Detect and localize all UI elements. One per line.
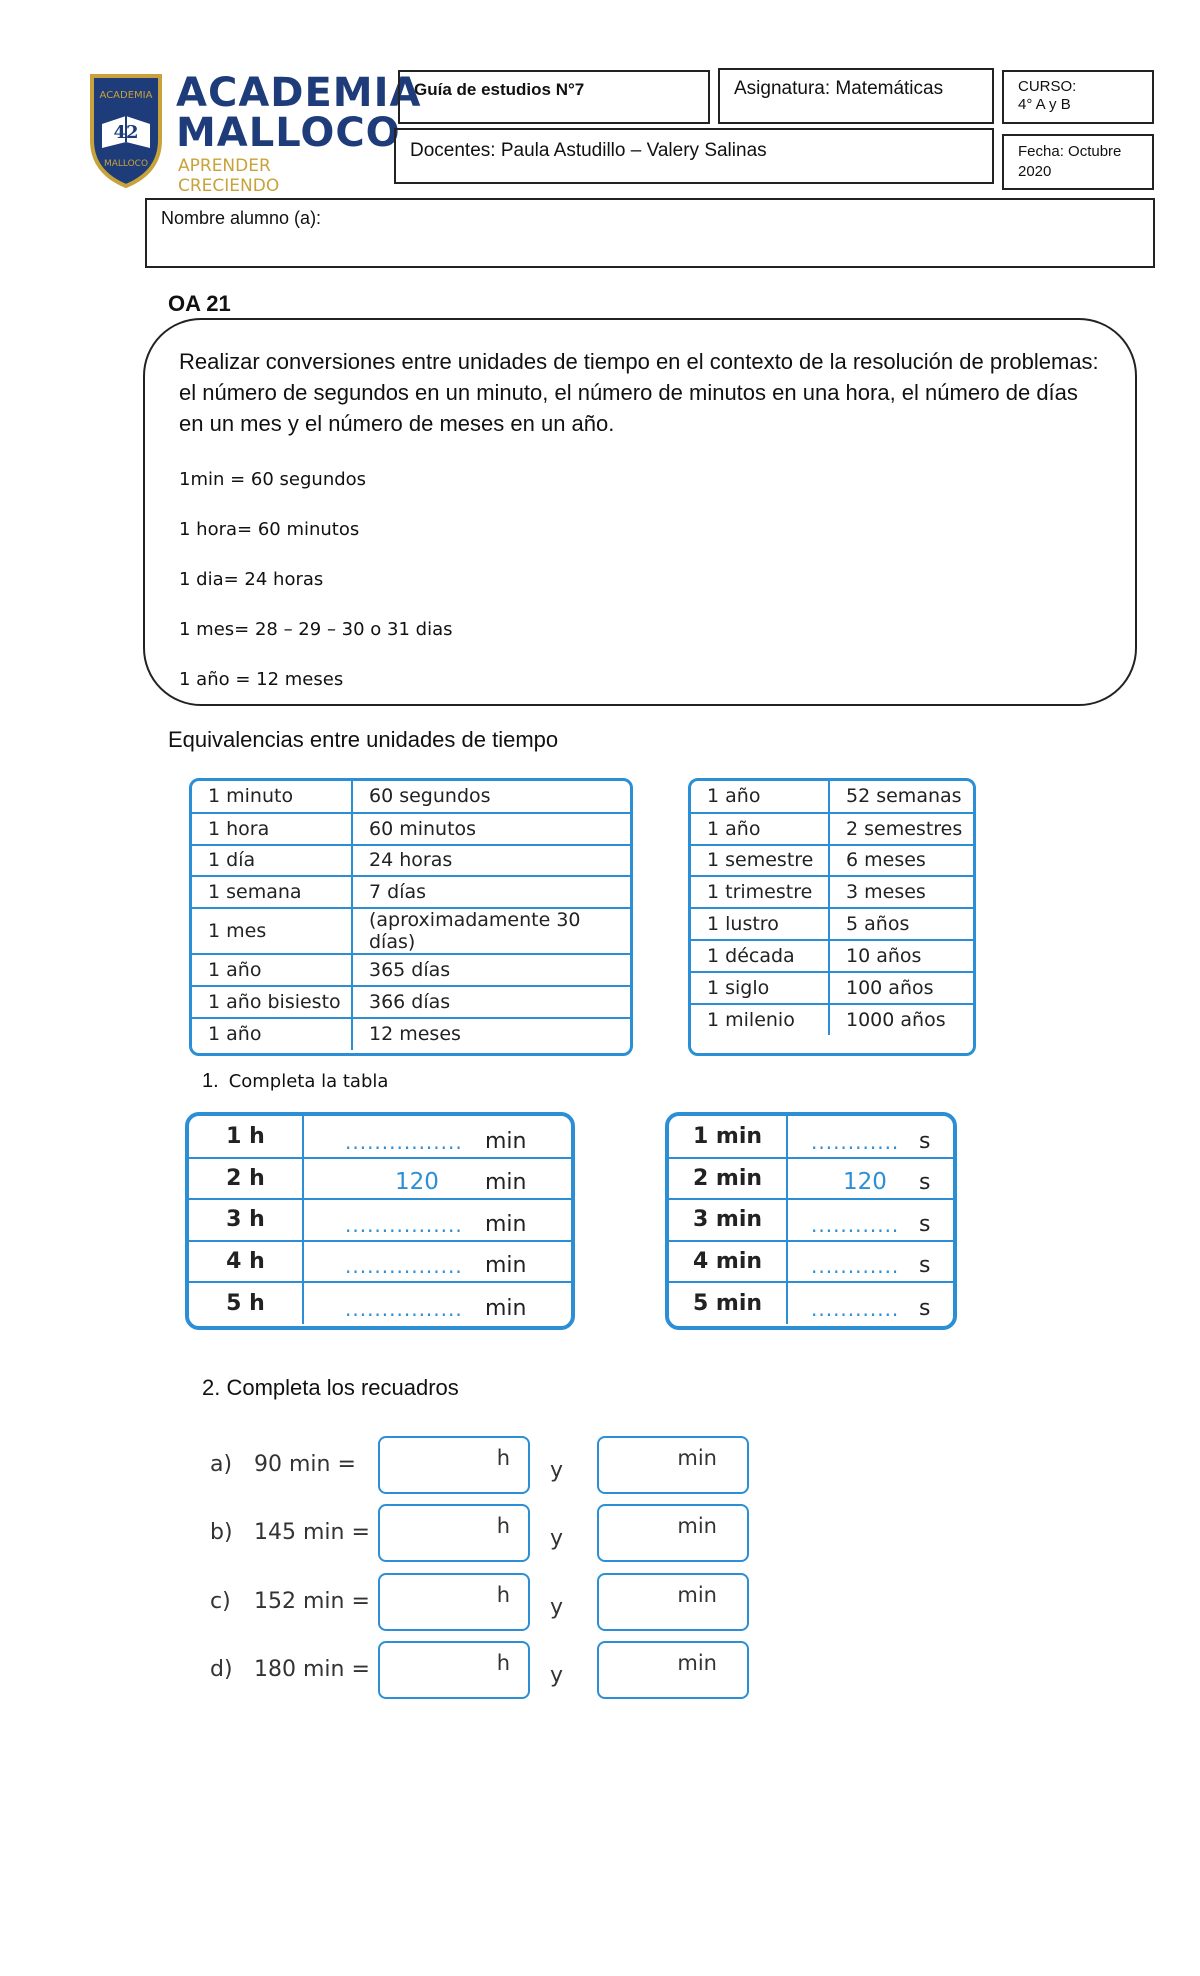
oa-equivalence: 1 año = 12 meses [179,669,344,690]
logo-line2: MALLOCO [176,110,401,156]
table-cell: 1 siglo [691,972,829,1004]
blank-dots: ................ [345,1129,463,1154]
nombre-alumno-field[interactable]: Nombre alumno (a): [145,198,1155,268]
unit-label: min [485,1253,527,1278]
row-label: 5 h [189,1282,303,1324]
unit-label: min [485,1128,527,1154]
table-cell: 1 milenio [691,1004,829,1036]
oa-equivalence: 1 dia= 24 horas [179,569,324,590]
row-label: 4 min [669,1241,787,1283]
blank-dots: ................ [345,1254,463,1278]
oa-description: Realizar conversiones entre unidades de tiempo en el contexto de la resolución de problemas: el número de segundos en un minuto, el número de minutos en una hora, el número de días en un mes y el número de meses en un año. [179,349,1099,436]
row-label: 1 h [189,1116,303,1158]
given-value: 120 [843,1169,887,1195]
oa-equivalence: 1min = 60 segundos [179,469,367,490]
docentes-box: Docentes: Paula Astudillo – Valery Salinas [394,128,994,184]
table-cell: 100 años [829,972,973,1004]
exercise-1-label [202,1070,388,1093]
table-cell: 7 días [352,876,630,908]
table-cell: 52 semanas [829,781,973,813]
unit-label: s [919,1253,931,1278]
curso-box [1002,70,1154,124]
unit-label: min [485,1211,527,1237]
table-cell: 1 semana [192,876,352,908]
table-cell: 1 lustro [691,908,829,940]
table-row [691,1004,973,1036]
table-cell: 1 hora [192,813,352,845]
table-row [691,845,973,877]
answer-cell[interactable] [787,1158,953,1200]
row-label: 1 min [669,1116,787,1158]
table-row [189,1158,571,1200]
table-row [192,954,630,986]
table-cell: 60 segundos [352,781,630,813]
blank-dots: ............ [811,1129,900,1154]
given-value: 120 [395,1169,439,1195]
connector-y: y [550,1595,564,1620]
equivalence-table-2 [688,778,976,1056]
row-label: 2 min [669,1158,787,1200]
table-cell: (aproximadamente 30 días) [352,908,630,954]
item-expression: 152 min = [254,1589,370,1614]
item-letter: b) [210,1520,233,1545]
blank-dots: ................ [345,1212,463,1237]
row-label: 4 h [189,1241,303,1283]
table-row [691,876,973,908]
table-cell: 366 días [352,986,630,1018]
item-letter: c) [210,1589,231,1614]
minutes-to-seconds-table [665,1112,957,1330]
table-cell: 1 década [691,940,829,972]
table-row [192,876,630,908]
answer-cell[interactable] [787,1282,953,1324]
table-row [192,781,630,813]
table-cell: 1 trimestre [691,876,829,908]
table-cell: 1 año bisiesto [192,986,352,1018]
table-row [189,1116,571,1158]
row-label: 3 h [189,1199,303,1241]
logo-line1: ACADEMIA [176,70,422,116]
item-expression: 90 min = [254,1452,356,1477]
table-row [691,813,973,845]
answer-cell[interactable] [303,1282,571,1324]
oa-box [143,318,1137,706]
asignatura-box: Asignatura: Matemáticas [718,68,994,124]
school-seal-icon [86,68,166,188]
table-cell: 60 minutos [352,813,630,845]
hours-answer-box[interactable]: h [378,1641,530,1699]
answer-cell[interactable] [787,1199,953,1241]
oa-equivalence: 1 hora= 60 minutos [179,519,360,540]
table-cell: 1 día [192,845,352,877]
exercise-1-number: 1. [202,1070,219,1092]
item-expression: 145 min = [254,1520,370,1545]
seal-top-text: ACADEMIA [99,90,153,101]
table-row [669,1199,953,1241]
table-row [669,1282,953,1324]
table-row [192,813,630,845]
table-cell: 2 semestres [829,813,973,845]
unit-label: s [919,1170,931,1195]
seal-number: 42 [113,122,139,143]
blank-dots: ............ [811,1254,900,1278]
table-row [189,1199,571,1241]
exercise-2-title: 2. Completa los recuadros [202,1375,459,1400]
answer-cell[interactable] [303,1158,571,1200]
table-cell: 3 meses [829,876,973,908]
unit-label: s [919,1211,931,1237]
minutes-answer-box[interactable]: min [597,1641,749,1699]
unit-label: min [485,1170,527,1195]
table-cell: 1 mes [192,908,352,954]
blank-dots: ............ [811,1212,900,1237]
table-row [192,986,630,1018]
table-row [691,940,973,972]
curso-label: CURSO: [1018,78,1077,95]
answer-cell[interactable] [303,1199,571,1241]
table-cell: 1 año [691,781,829,813]
table-cell: 10 años [829,940,973,972]
fecha-label: Fecha: Octubre [1018,143,1122,160]
equivalence-table-1 [189,778,633,1056]
table-cell: 365 días [352,954,630,986]
oa-title: OA 21 [168,291,231,316]
unit-label: s [919,1128,931,1154]
table-cell: 1 minuto [192,781,352,813]
unit-label: s [919,1295,931,1321]
table-cell: 1000 años [846,1008,946,1031]
item-letter: a) [210,1452,233,1477]
answer-cell[interactable] [303,1241,571,1283]
minutes-answer-box[interactable]: min [597,1573,749,1631]
school-logo [86,68,422,196]
row-label: 5 min [669,1282,787,1324]
table-row [192,845,630,877]
table-cell: 6 meses [829,845,973,877]
table-row [691,908,973,940]
section-title: Equivalencias entre unidades de tiempo [168,727,559,752]
table-cell: 1 año [691,813,829,845]
answer-cell[interactable] [787,1116,953,1158]
hours-answer-box[interactable]: h [378,1573,530,1631]
seal-bottom-text: MALLOCO [103,159,149,169]
logo-tagline: APRENDER CRECIENDO [178,156,280,196]
table-row [192,1018,630,1050]
connector-y: y [550,1663,564,1688]
blank-dots: ................ [345,1296,463,1321]
hours-to-minutes-table [185,1112,575,1330]
table-cell: 5 años [829,908,973,940]
exercise-1-text: Completa la tabla [228,1071,389,1092]
table-cell: 1 año [192,1018,352,1050]
item-letter: d) [210,1657,233,1682]
fecha-box [1002,134,1154,190]
hours-answer-box[interactable]: h [378,1504,530,1562]
table-cell: 1 semestre [691,845,829,877]
table-row [192,908,630,954]
connector-y: y [550,1458,564,1483]
item-expression: 180 min = [254,1657,370,1682]
table-row [669,1116,953,1158]
table-cell: 24 horas [352,845,630,877]
table-row [669,1241,953,1283]
minutes-answer-box[interactable]: min [597,1436,749,1494]
minutes-answer-box[interactable]: min [597,1504,749,1562]
row-label: 2 h [189,1158,303,1200]
table-row [691,781,973,813]
fecha-year: 2020 [1018,163,1052,180]
curso-value: 4° A y B [1018,96,1071,113]
answer-cell[interactable] [787,1241,953,1283]
guia-box: Guía de estudios N°7 [398,70,710,124]
table-row [691,972,973,1004]
table-cell: 1 año [192,954,352,986]
table-row [189,1241,571,1283]
table-row [189,1282,571,1324]
row-label: 3 min [669,1199,787,1241]
unit-label: min [485,1295,527,1321]
blank-dots: ............ [811,1296,900,1321]
oa-equivalence: 1 mes= 28 – 29 – 30 o 31 dias [179,619,453,640]
table-row [669,1158,953,1200]
hours-answer-box[interactable]: h [378,1436,530,1494]
table-cell: 12 meses [369,1023,461,1046]
answer-cell[interactable] [303,1116,571,1158]
connector-y: y [550,1526,564,1551]
